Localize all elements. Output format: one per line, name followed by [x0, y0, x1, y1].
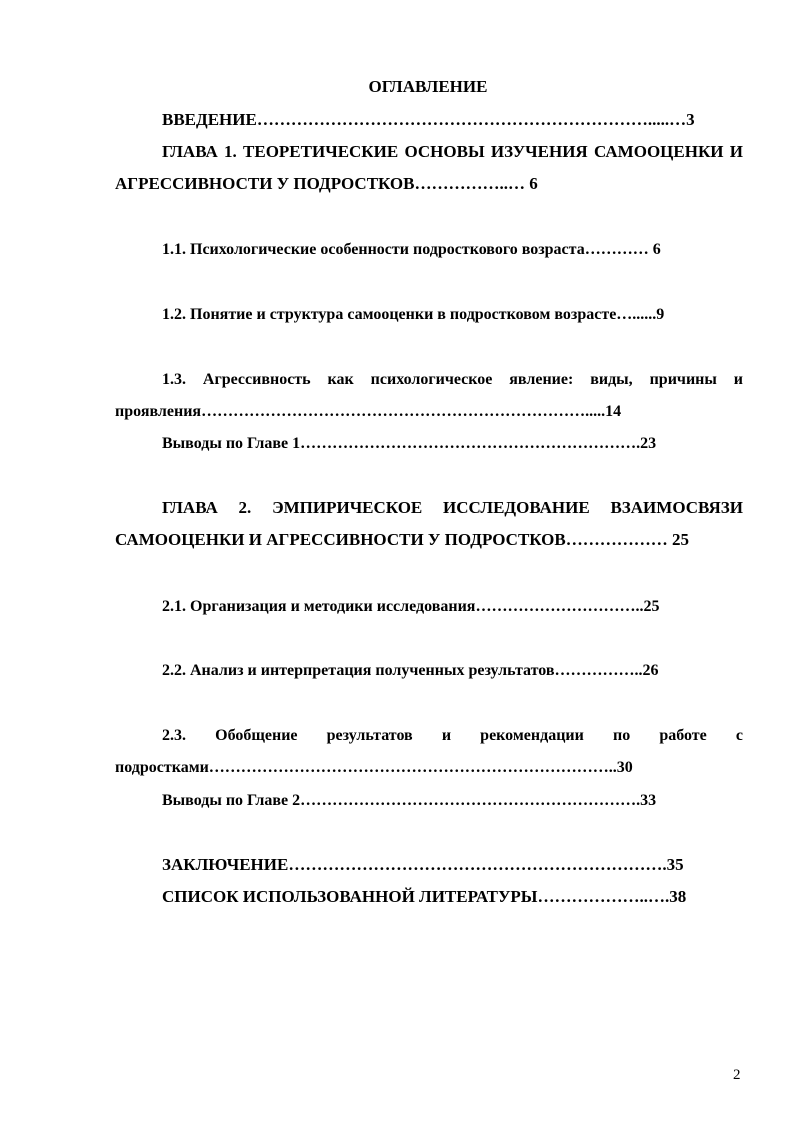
toc-entry-2-2: [115, 655, 743, 687]
toc-entry-conclusions-chapter-1: [115, 428, 743, 460]
toc-entry-conclusions-chapter-2: [115, 785, 743, 817]
toc-entry-text: 2.2. Анализ и интерпретация полученных результатов……………..26: [162, 662, 659, 679]
toc-entry-text: Выводы по Главе 1……………………………………………………….23: [162, 435, 657, 452]
toc-entry-text: ЗАКЛЮЧЕНИЕ………………………………………………………….35: [162, 855, 684, 874]
toc-entry-text: СПИСОК ИСПОЛЬЗОВАННОЙ ЛИТЕРАТУРЫ………………..….38: [162, 887, 687, 906]
toc-entry-text: 1.3. Агрессивность как психологическое явление: виды, причины и проявления……………………………………………………………….....14: [115, 371, 743, 420]
toc-entry-text: 1.2. Понятие и структура самооценки в подростковом возрасте…......9: [162, 306, 665, 323]
toc-entry-chapter-1: [115, 136, 743, 200]
page-number: 2: [733, 1067, 741, 1083]
toc-entry-text: Выводы по Главе 2……………………………………………………….33: [162, 792, 657, 809]
toc-entry-1-3: [115, 364, 743, 428]
toc-entry-text: ВВЕДЕНИЕ…………………………………………………………….....…3: [162, 110, 695, 129]
toc-entry-1-2: [115, 299, 743, 331]
toc-entry-introduction: [115, 104, 743, 136]
toc-entry-2-1: [115, 591, 743, 623]
toc-entry-1-1: [115, 234, 743, 266]
toc-entry-bibliography: [115, 881, 743, 913]
toc-title: ОГЛАВЛЕНИЕ: [368, 77, 488, 96]
toc-entry-2-3: [115, 720, 743, 784]
toc-entry-text: ГЛАВА 1. ТЕОРЕТИЧЕСКИЕ ОСНОВЫ ИЗУЧЕНИЯ САМООЦЕНКИ И АГРЕССИВНОСТИ У ПОДРОСТКОВ……………..… 6: [115, 142, 743, 193]
toc-entry-chapter-2: [115, 492, 743, 556]
toc-entry-conclusion: [115, 849, 743, 881]
toc-entry-text: 1.1. Психологические особенности подросткового возраста………… 6: [162, 241, 661, 258]
toc-entry-text: ГЛАВА 2. ЭМПИРИЧЕСКОЕ ИССЛЕДОВАНИЕ ВЗАИМОСВЯЗИ САМООЦЕНКИ И АГРЕССИВНОСТИ У ПОДРОСТКОВ……………… 25: [115, 498, 743, 549]
toc-entry-text: 2.1. Организация и методики исследования…………………………..25: [162, 598, 660, 615]
toc-entry-text: 2.3. Обобщение результатов и рекомендации по работе с подростками…………………………………………………………………..30: [115, 727, 743, 776]
